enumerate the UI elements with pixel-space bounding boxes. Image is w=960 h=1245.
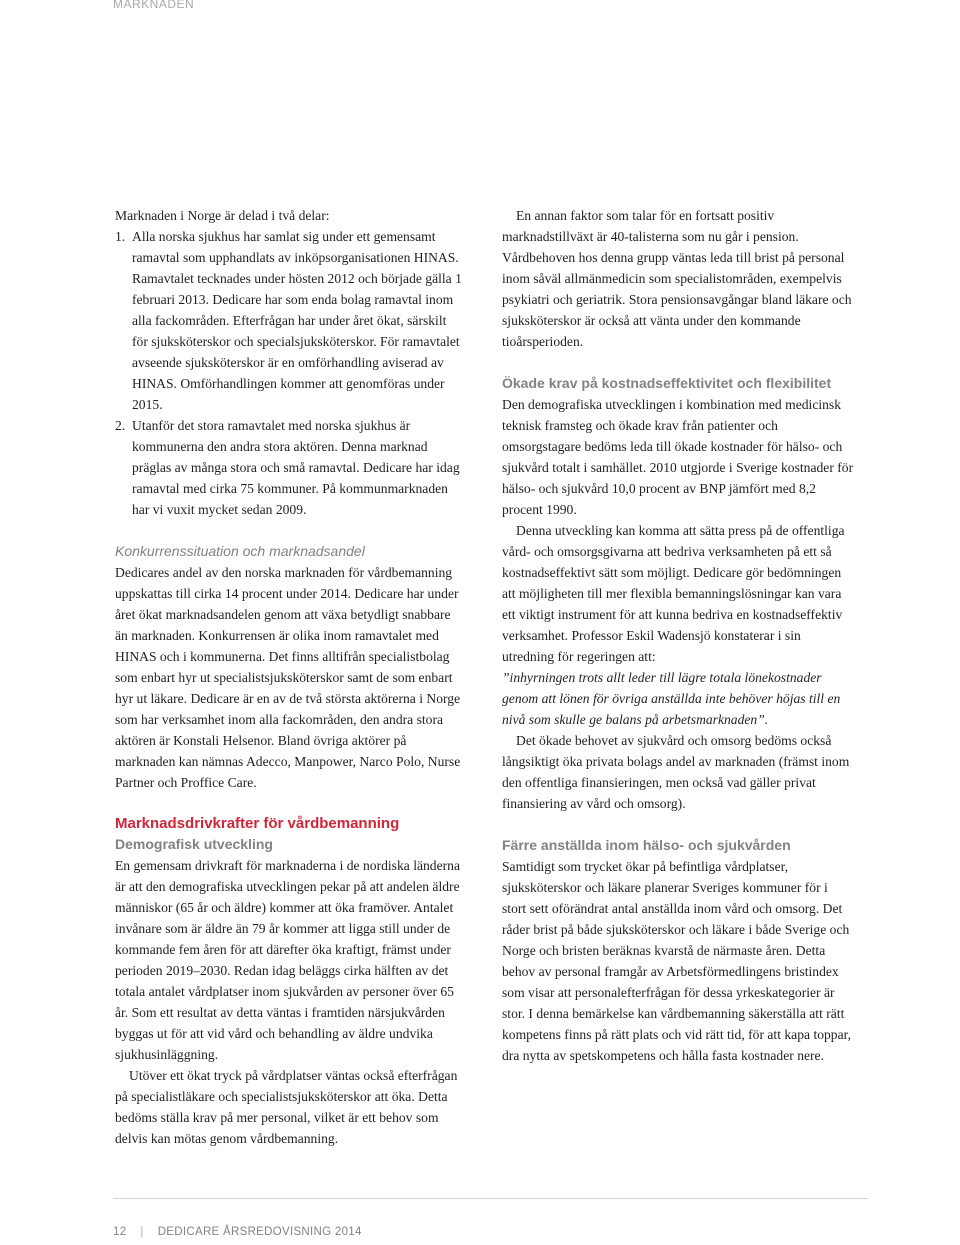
demografisk-heading: Demografisk utveckling — [115, 836, 273, 852]
section-header: MARKNADEN — [113, 0, 195, 11]
list-item — [115, 415, 463, 520]
list-text: Alla norska sjukhus har samlat sig under ett gemensamt ramavtal som upphandlats av inköpsorganisationen HINAS. Ramavtalet tecknades under hösten 2012 och började gälla 1 februari 2013. Dedicare har som enda bolag ramavtal inom alla fackområden. Efterfrågan har under året ökat, särskilt för sjuksköterskor och specialsjuksköterskor. För ramavtalet avseende sjuksköterskor är en omförhandling aviserad av HINAS. Omförhandlingen kommer att genomföras under 2015. — [132, 229, 462, 412]
farre-heading: Färre anställda inom hälso- och sjukvården — [502, 837, 791, 853]
drivkrafter-heading: Marknadsdrivkrafter för vårdbemanning — [115, 815, 400, 832]
list-number: 1. — [115, 229, 126, 244]
konkurrens-text: Dedicares andel av den norska marknaden för vårdbemanning uppskattas till cirka 14 procent under 2014. Dedicare har under året ökat marknadsandelen genom att växa betydligt snabbare än marknaden. Konkurrensen är olika inom ramavtalet med HINAS och i kommunerna. Det finns alltifrån specialistbolag som enbart hyr ut specialistsjuksköterskor samt de som enbart hyr ut läkare. Dedicare är en av de två största aktörerna i Norge som har verksamhet inom alla fackområden, den andra stora aktören är Konstali Helsenor. Bland övriga aktörer på marknaden kan nämnas Adecco, Manpower, Narco Polo, Nurse Partner och Proffice Care. — [115, 565, 461, 790]
konkurrens-heading: Konkurrenssituation och marknadsandel — [115, 543, 365, 559]
list-item — [115, 226, 463, 415]
kostnad-paragraph-3: Det ökade behovet av sjukvård och omsorg bedöms också långsiktigt öka privata bolags andel av marknaden (främst inom den offentliga finansieringen, men också vad gäller privat finansiering av vård och omsorg). — [502, 733, 850, 811]
kostnad-paragraph-2: Denna utveckling kan komma att sätta press på de offentliga vård- och omsorgsgivarna att bedriva verksamheten på ett så kostnadseffektivt sätt som möjligt. Dedicare gör bedömningen att möjligheten till mer flexibla bemanningslösningar kan vara ett viktigt instrument för att kunna bedriva en kostnadseffektiv verksamhet. Professor Eskil Wadensjö konstaterar i sin utredning för regeringen att: — [502, 523, 845, 664]
demografisk-paragraph-2: Utöver ett ökat tryck på vårdplatser väntas också efterfrågan på specialistläkare och specialistsjuksköterskor att öka. Detta bedöms ställa krav på mer personal, vilket är ett behov som delvis kan mötas genom vårdbemanning. — [115, 1068, 458, 1146]
footer-divider — [113, 1198, 868, 1199]
farre-paragraph: Samtidigt som trycket ökar på befintliga vårdplatser, sjuksköterskor och läkare planerar Sveriges kommuner för i stort sett oförändrat antal anställda inom vård och omsorg. Det råder brist på både sjuksköterskor och läkare i både Sverige och Norge och bristen beräknas kvarstå de närmaste åren. Detta behov av personal framgår av Arbetsförmedlingens bristindex som visar att personalefterfrågan för dessa yrkeskategorier är stor. I denna bemärkelse kan vårdbemanning säkerställa att rätt kompetens finns på rätt plats och vid rätt tid, för att kapa toppar, dra nytta av spetskompetens och hålla fasta kostnader nere. — [502, 859, 852, 1063]
market-list — [115, 226, 463, 520]
intro-text: Marknaden i Norge är delad i två delar: — [115, 208, 330, 223]
pension-paragraph: En annan faktor som talar för en fortsatt positiv marknadstillväxt är 40-talisterna som nu går i pension. Vårdbehoven hos denna grupp väntas leda till brist på personal inom såväl allmänmedicin som specialistområden, exempelvis psykiatri och geriatrik. Stora pensionsavgångar bland läkare och sjuksköterskor är också att vänta under den kommande tioårsperioden. — [502, 208, 852, 349]
page-footer: 12 | DEDICARE ÅRSREDOVISNING 2014 — [113, 1226, 362, 1238]
left-column — [115, 205, 463, 1149]
list-text: Utanför det stora ramavtalet med norska sjukhus är kommunerna den andra stora aktören. Denna marknad präglas av många stora och små ramavtal. Dedicare har idag ramavtal med cirka 75 kommuner. På kommunmarknaden har vi vuxit mycket sedan 2009. — [132, 418, 460, 517]
right-column — [502, 205, 854, 1066]
wadensjo-quote: ”inhyrningen trots allt leder till lägre totala lönekostnader genom att lönen för övriga anställda inte behöver höjas till en nivå som skulle ge balans på arbetsmarknaden”. — [502, 670, 841, 727]
kostnad-paragraph: Den demografiska utvecklingen i kombination med medicinsk teknisk framsteg och ökade krav från patienter och omsorgstagare bedöms leda till ökade kostnader för hälso- och sjukvård totalt i samhället. 2010 utgjorde i Sverige kostnader för hälso- och sjukvård 10,0 procent av BNP jämfört med 8,2 procent 1990. — [502, 397, 854, 517]
demografisk-paragraph: En gemensam drivkraft för marknaderna i de nordiska länderna är att den demografiska utvecklingen pekar på att andelen äldre människor (65 år och äldre) kommer att öka framöver. Antalet invånare som är äldre än 79 år kommer att ligga still under de kommande fem åren för att därefter öka kraftigt, främst under perioden 2019–2030. Redan idag beläggs cirka hälften av det totala antalet vårdplatser inom sjukvården av personer över 65 år. Som ett resultat av detta väntas i framtiden närsjukvården byggas ut för att vid vård och behandling av äldre undvika sjukhusinläggning. — [115, 858, 460, 1062]
list-number: 2. — [115, 418, 126, 433]
kostnad-heading: Ökade krav på kostnadseffektivitet och flexibilitet — [502, 375, 832, 391]
page-number: 12 — [113, 1226, 127, 1238]
footer-title: DEDICARE ÅRSREDOVISNING 2014 — [157, 1226, 362, 1238]
